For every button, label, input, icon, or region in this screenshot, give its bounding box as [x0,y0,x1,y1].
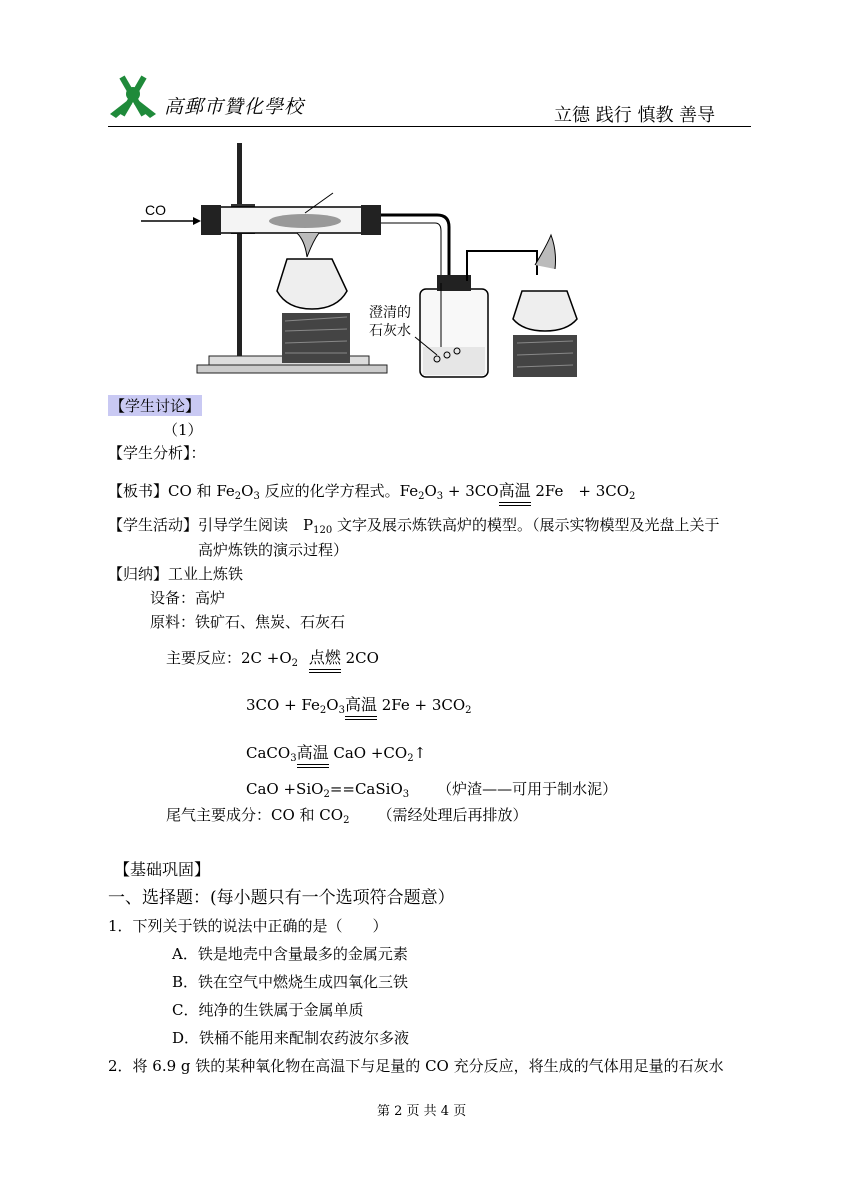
reaction-1: 主要反应：$2C +O_2$ 点燃 2CO [166,645,379,673]
header-rule [108,126,751,127]
page-number: 第 2 页 共 4 页 [377,1104,467,1119]
school-logo-text: 高郵市贊化學校 [164,96,305,118]
reaction-condition: 高温 [499,478,531,506]
discussion-label: 【学生讨论】 [110,397,201,415]
summary-equipment: 设备：高炉 [150,589,226,607]
reaction-3: CaCO$_3$高温 CaO $+CO_2↑$ [246,740,426,768]
limewater-label-line2: 石灰水 [369,323,411,339]
summary-label: 【归纳】 [108,565,169,583]
summary-materials: 原料：铁矿石、焦炭、石灰石 [150,613,346,631]
basics-label: 【基础巩固】 [114,860,211,879]
co-reduction-apparatus-figure [137,141,607,383]
board-line: 【板书】CO 和 $Fe_2O_3$ 反应的化学方程式。$Fe_2O_3 + 3CO$高温 2Fe + $3CO_2$ [108,478,635,506]
q1-option-d: D．铁桶不能用来配制农药波尔多液 [172,1029,410,1047]
activity-line1: 【学生活动】引导学生阅读 $P_{120}$ 文字及展示炼铁高炉的模型。（展示实物模型及光盘上关于 [108,516,720,536]
activity-label: 【学生活动】 [108,516,199,534]
q1-option-c: C．纯净的生铁属于金属单质 [172,1001,364,1019]
school-logo [108,70,305,126]
activity-line2: 高炉炼铁的演示过程） [198,541,349,559]
reaction-2: $3CO + Fe_2O_3$高温 $2Fe + 3CO_2$ [246,692,472,720]
reaction-4: CaO +SiO$_2$==CaSiO$_3$ （炉渣——可用于制水泥） [246,780,618,800]
tail-gas: 尾气主要成分：CO 和 $CO_2$ （需经处理后再排放） [166,806,528,826]
header-motto: 立德 践行 慎教 善导 [554,105,716,126]
section-heading: 一、选择题：(每小题只有一个选项符合题意） [108,888,455,908]
summary-title-line: 【归纳】工业上炼铁 [108,565,244,583]
board-label: 【板书】 [108,482,169,500]
q1-option-a: A．铁是地壳中含量最多的金属元素 [172,945,408,963]
discussion-item: （1） [163,421,203,439]
question-1: 1．下列关于铁的说法中正确的是（ ） [108,917,388,935]
question-2: 2．将 6.9 g 铁的某种氧化物在高温下与足量的 CO 充分反应，将生成的气体用足量的石灰水 [108,1057,724,1075]
gas-arrow-icon: ↑ [413,744,427,762]
co-inlet-label: CO [145,202,166,218]
q1-option-b: B．铁在空气中燃烧生成四氧化三铁 [172,973,409,991]
analysis-label: 【学生分析】： [108,444,206,462]
limewater-label-line1: 澄清的 [369,305,411,321]
